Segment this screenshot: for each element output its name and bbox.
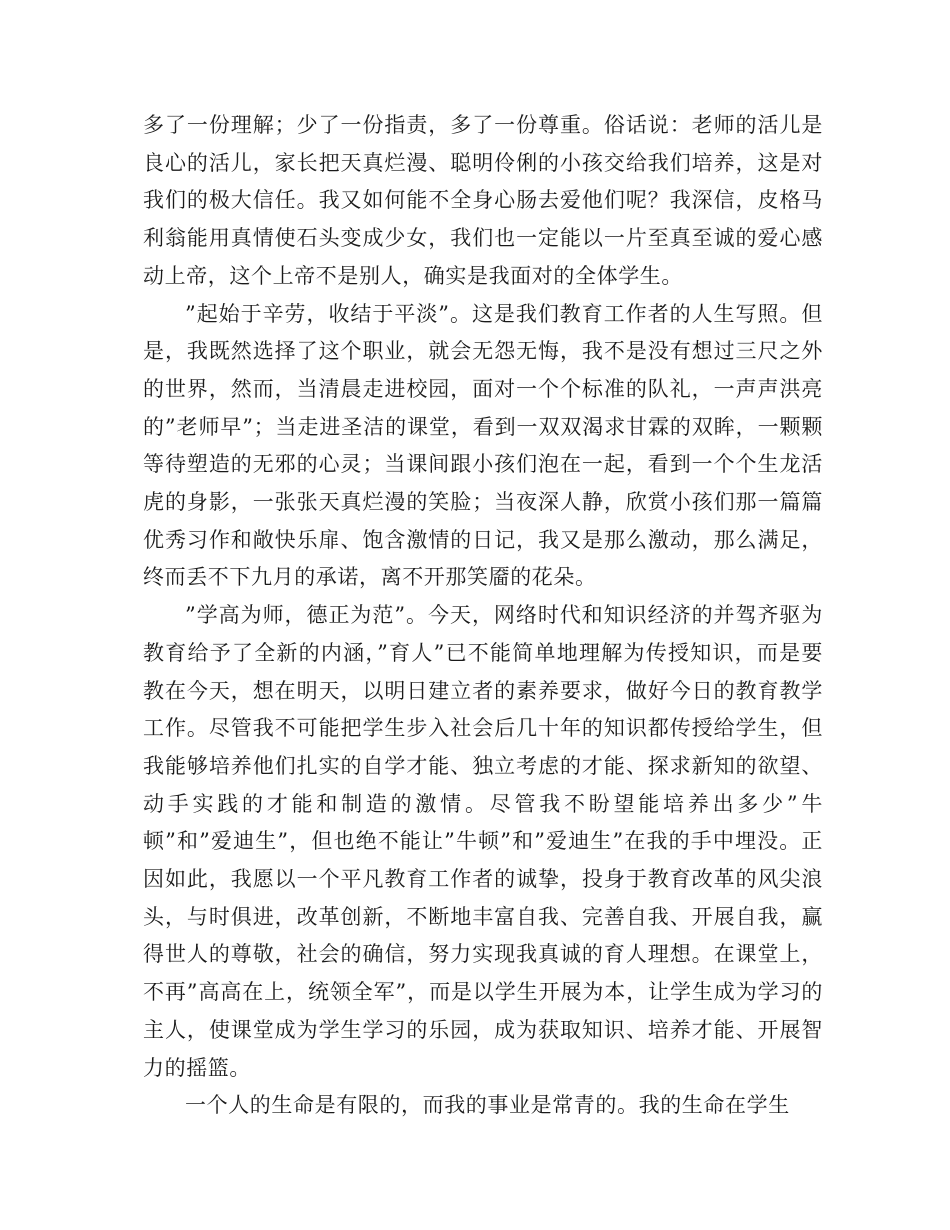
paragraph-1: 多了一份理解；少了一份指责，多了一份尊重。俗话说：老师的活儿是良心的活儿，家长把天真烂漫、聪明伶俐的小孩交给我们培养，这是对我们的极大信任。我又如何能不全身心肠去爱他们呢？我深信，皮格马利翁能用真情使石头变成少女，我们也一定能以一片至真至诚的爱心感动上帝，这个上帝不是别人，确实是我面对的全体学生。 (143, 113, 823, 288)
paragraph-3: ”学高为师，德正为范”。今天，网络时代和知识经济的并驾齐驱为教育给予了全新的内涵，”育人”已不能简单地理解为传授知识，而是要教在今天，想在明天，以明日建立者的素养要求，做好今日的教育教学工作。尽管我不可能把学生步入社会后几十年的知识都传授给学生，但我能够培养他们扎实的自学才能、独立考虑的才能、探求新知的欲望、动手实践的才能和制造的激情。尽管我不盼望能培养出多少”牛顿”和”爱迪生”，但也绝不能让”牛顿”和”爱迪生”在我的手中埋没。正因如此，我愿以一个平凡教育工作者的诚挚，投身于教育改革的风尖浪头，与时俱进，改革创新，不断地丰富自我、完善自我、开展自我，赢得世人的尊敬，社会的确信，努力实现我真诚的育人理想。在课堂上，不再”高高在上，统领全军”，而是以学生开展为本，让学生成为学习的主人，使课堂成为学生学习的乐园，成为获取知识、培养才能、开展智力的摇篮。 (143, 603, 823, 1080)
document-body (143, 107, 823, 1125)
paragraph-4: 一个人的生命是有限的，而我的事业是常青的。我的生命在学生 (185, 1093, 790, 1118)
paragraph-2: ”起始于辛劳，收结于平淡”。这是我们教育工作者的人生写照。但是，我既然选择了这个职业，就会无怨无悔，我不是没有想过三尺之外的世界，然而，当清晨走进校园，面对一个个标准的队礼，一声声洪亮的”老师早”；当走进圣洁的课堂，看到一双双渴求甘霖的双眸，一颗颗等待塑造的无邪的心灵；当课间跟小孩们泡在一起，看到一个个生龙活虎的身影，一张张天真烂漫的笑脸；当夜深人静，欣赏小孩们那一篇篇优秀习作和敞快乐扉、饱含激情的日记，我又是那么激动，那么满足，终而丢不下九月的承诺，离不开那笑靥的花朵。 (143, 301, 823, 590)
